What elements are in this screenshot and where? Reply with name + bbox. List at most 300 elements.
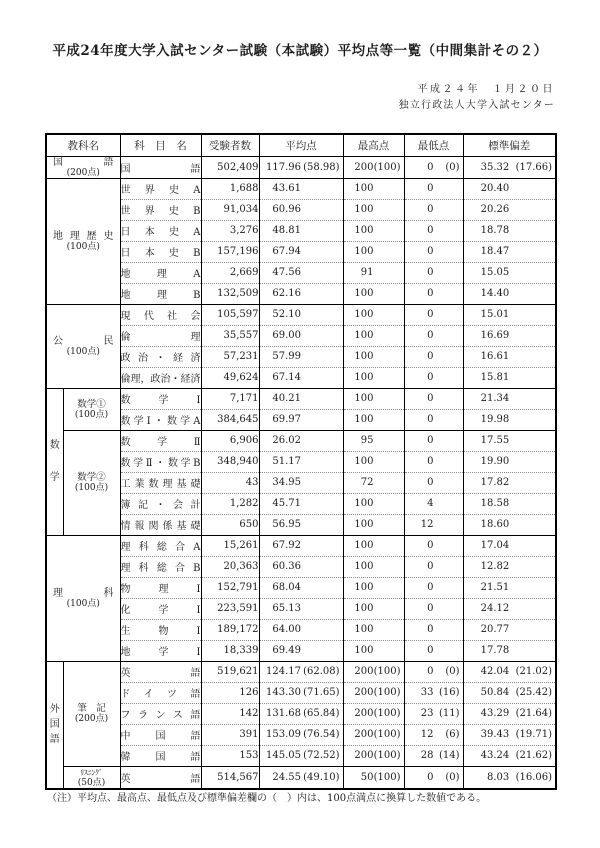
average-main: 48.81 [272,225,301,236]
stddev-pair [464,330,556,341]
max-score-pair [344,498,404,509]
subject-cell: 日本史A [120,220,201,241]
min-score-cell [404,577,463,598]
average-cell [259,388,343,409]
max-score-pair [344,309,404,320]
average-pair [260,351,343,362]
max-score-main: 100 [354,603,374,614]
average-main: 51.17 [272,456,301,467]
max-score-pair [344,204,404,215]
max-score-cell [343,661,404,682]
subject-cell: 政治・経済 [120,346,201,367]
min-score-cell [404,220,463,241]
average-main: 153.09 [266,729,301,740]
table-row [46,430,556,451]
stddev-pair [464,603,556,614]
stddev-paren: (21.02) [515,666,552,677]
average-pair [260,772,343,783]
table-row [46,262,556,283]
subject-cell: 現代社会 [120,304,201,325]
min-score-pair [405,309,463,320]
subject-subgroup-label: 数学① [77,398,106,410]
examinees-cell: 105,597 [201,304,259,325]
min-score-cell [404,325,463,346]
examinees-cell: 153 [201,745,259,766]
stddev-main: 16.69 [480,330,510,341]
max-score-main: 100 [354,225,374,236]
table-row [46,451,556,472]
min-score-main: 4 [427,498,434,509]
stddev-pair [464,372,556,383]
examinees-cell: 57,231 [201,346,259,367]
min-score-main: 0 [427,183,434,194]
min-score-main: 0 [427,435,434,446]
max-score-pair [344,183,404,194]
stddev-cell [463,724,556,745]
stddev-cell [463,514,556,535]
stddev-cell [463,493,556,514]
average-cell [259,325,343,346]
max-score-paren: (100) [373,771,401,783]
stddev-cell [463,199,556,220]
max-score-main: 200 [354,687,374,698]
stddev-cell [463,535,556,556]
stddev-pair [464,162,556,173]
average-pair [260,372,343,383]
score-table [45,133,557,790]
min-score-main: 0 [427,603,434,614]
examinees-cell: 157,196 [201,241,259,262]
min-score-pair [405,750,463,761]
stddev-main: 20.40 [480,183,510,194]
max-score-pair [344,624,404,635]
max-score-pair [344,708,404,719]
examinees-cell: 519,621 [201,661,259,682]
average-main: 67.14 [272,372,301,383]
stddev-pair [464,267,556,278]
examinees-cell: 1,688 [201,178,259,199]
table-row [46,514,556,535]
min-score-main: 0 [427,161,434,173]
min-score-pair [405,435,463,446]
min-score-cell [404,283,463,304]
min-score-pair [405,772,463,783]
subject-subgroup-points: (100点) [74,483,109,493]
average-paren: (49.10) [303,771,340,783]
stddev-pair [464,666,556,677]
average-main: 131.68 [266,708,301,719]
min-score-pair [405,351,463,362]
min-score-main: 0 [427,267,434,278]
average-main: 62.16 [272,288,301,299]
subject-group-cell [46,535,120,661]
max-score-main: 200 [354,708,374,719]
max-score-pair [344,267,404,278]
min-score-cell [404,514,463,535]
average-main: 47.56 [272,267,301,278]
min-score-pair [405,540,463,551]
stddev-main: 17.82 [480,477,510,488]
max-score-pair [344,246,404,257]
max-score-main: 100 [354,330,374,341]
stddev-pair [464,708,556,719]
max-score-paren: (100) [373,161,401,173]
max-score-cell [343,156,404,178]
stddev-cell [463,451,556,472]
max-score-cell [343,241,404,262]
subject-cell: 中国語 [120,724,201,745]
max-score-pair [344,477,404,488]
examinees-cell: 502,409 [201,156,259,178]
table-row [46,283,556,304]
max-score-main: 100 [354,288,374,299]
column-header-average: 平均点 [259,134,343,156]
max-score-pair [344,456,404,467]
min-score-cell [404,199,463,220]
max-score-main: 100 [354,351,374,362]
min-score-cell [404,703,463,724]
average-main: 57.99 [272,351,301,362]
min-score-pair [405,582,463,593]
table-body [46,156,556,789]
stddev-cell [463,241,556,262]
subject-cell: 倫理，政治・経済 [120,367,201,388]
examinees-cell: 20,363 [201,556,259,577]
max-score-cell [343,304,404,325]
table-row [46,472,556,493]
min-score-cell [404,409,463,430]
stddev-cell [463,598,556,619]
min-score-pair [405,225,463,236]
average-paren: (65.84) [303,708,340,719]
stddev-main: 19.90 [480,456,510,467]
average-pair [260,540,343,551]
max-score-main: 95 [360,435,374,446]
max-score-cell [343,577,404,598]
table-row [46,661,556,682]
max-score-cell [343,619,404,640]
average-pair [260,309,343,320]
document-meta [399,82,555,114]
stddev-pair [464,288,556,299]
min-score-cell [404,745,463,766]
examinees-cell: 650 [201,514,259,535]
min-score-pair [405,183,463,194]
max-score-paren: (100) [373,708,401,719]
column-header-subject: 科 目 名 [120,134,201,156]
examinees-cell: 15,261 [201,535,259,556]
stddev-cell [463,156,556,178]
min-score-main: 0 [427,330,434,341]
stddev-cell [463,619,556,640]
max-score-cell [343,493,404,514]
min-score-pair [405,204,463,215]
table-row [46,304,556,325]
subject-cell: 数学Ⅰ [120,388,201,409]
min-score-main: 0 [427,288,434,299]
max-score-pair [344,435,404,446]
table-row [46,493,556,514]
max-score-main: 100 [354,519,374,530]
average-cell [259,367,343,388]
min-score-cell [404,724,463,745]
average-main: 34.95 [272,477,301,488]
min-score-main: 0 [427,561,434,572]
stddev-main: 18.78 [480,225,510,236]
min-score-cell [404,556,463,577]
min-score-main: 12 [420,519,434,530]
min-score-main: 0 [427,225,434,236]
average-main: 67.92 [272,540,301,551]
stddev-cell [463,640,556,661]
stddev-main: 18.47 [480,246,510,257]
average-main: 143.30 [266,687,301,698]
subject-group-label: 地理歴史 [53,230,114,242]
max-score-cell [343,262,404,283]
average-pair [260,729,343,740]
stddev-main: 21.34 [480,393,510,404]
max-score-cell [343,178,404,199]
examinees-cell: 3,276 [201,220,259,241]
average-main: 145.05 [266,750,301,761]
subject-group-points: (200点) [66,167,100,178]
min-score-pair [405,288,463,299]
subject-cell: フランス語 [120,703,201,724]
stddev-pair [464,456,556,467]
stddev-pair [464,351,556,362]
average-cell [259,472,343,493]
stddev-main: 20.26 [480,204,510,215]
max-score-main: 72 [360,477,374,488]
max-score-pair [344,330,404,341]
column-header-min: 最低点 [404,134,463,156]
average-pair [260,708,343,719]
max-score-cell [343,367,404,388]
max-score-cell [343,535,404,556]
stddev-cell [463,325,556,346]
max-score-cell [343,409,404,430]
min-score-main: 0 [427,309,434,320]
stddev-pair [464,246,556,257]
stddev-pair [464,477,556,488]
column-header-subject-group: 教科名 [46,134,120,156]
average-main: 67.94 [272,246,301,257]
min-score-main: 0 [427,204,434,215]
examinees-cell: 132,509 [201,283,259,304]
average-cell [259,535,343,556]
max-score-pair [344,645,404,656]
max-score-main: 100 [354,624,374,635]
average-cell [259,556,343,577]
stddev-paren: (19.71) [515,729,552,740]
max-score-main: 100 [354,561,374,572]
min-score-main: 0 [427,414,434,425]
average-pair [260,393,343,404]
min-score-main: 0 [427,456,434,467]
examinees-cell: 126 [201,682,259,703]
stddev-main: 17.78 [480,645,510,656]
average-cell [259,745,343,766]
min-score-pair [405,414,463,425]
table-row [46,241,556,262]
min-score-cell [404,535,463,556]
average-main: 45.71 [272,498,301,509]
stddev-cell [463,703,556,724]
stddev-main: 8.03 [486,771,510,783]
min-score-cell [404,262,463,283]
table-row [46,766,556,789]
subject-group-cell [46,178,120,304]
stddev-cell [463,409,556,430]
stddev-main: 15.05 [480,267,510,278]
examinees-cell: 142 [201,703,259,724]
min-score-pair [405,645,463,656]
min-score-main: 0 [427,372,434,383]
stddev-main: 42.04 [480,666,510,677]
table-row [46,598,556,619]
min-score-main: 0 [427,477,434,488]
max-score-main: 100 [354,204,374,215]
stddev-main: 24.12 [480,603,510,614]
subject-cell: 地学Ⅰ [120,640,201,661]
average-main: 65.13 [272,603,301,614]
max-score-cell [343,682,404,703]
subject-subgroup-cell [63,388,120,430]
average-cell [259,346,343,367]
max-score-cell [343,766,404,789]
stddev-main: 17.55 [480,435,510,446]
table-row [46,346,556,367]
stddev-pair [464,729,556,740]
min-score-pair [405,267,463,278]
table-row [46,220,556,241]
average-cell [259,493,343,514]
stddev-main: 43.24 [480,750,510,761]
max-score-pair [344,772,404,783]
subject-subgroup-label: 数学② [77,472,106,483]
stddev-cell [463,220,556,241]
stddev-cell [463,766,556,789]
average-pair [260,435,343,446]
max-score-main: 100 [354,183,374,194]
max-score-pair [344,729,404,740]
max-score-main: 200 [354,729,374,740]
average-main: 24.55 [272,771,301,783]
min-score-pair [405,162,463,173]
average-pair [260,183,343,194]
average-pair [260,666,343,677]
average-cell [259,283,343,304]
average-paren: (62.08) [303,666,340,677]
subject-group-cell [46,304,120,388]
table-row [46,156,556,178]
max-score-pair [344,225,404,236]
stddev-cell [463,430,556,451]
min-score-cell [404,493,463,514]
min-score-main: 0 [427,624,434,635]
subject-subgroup-cell [63,430,120,535]
subject-subgroup-cell [63,766,120,789]
average-main: 56.95 [272,519,301,530]
min-score-pair [405,687,463,698]
min-score-cell [404,304,463,325]
stddev-cell [463,346,556,367]
min-score-cell [404,346,463,367]
max-score-pair [344,603,404,614]
stddev-pair [464,561,556,572]
max-score-pair [344,288,404,299]
average-pair [260,750,343,761]
stddev-main: 43.29 [480,708,510,719]
average-cell [259,724,343,745]
subject-group-label: 国語 [53,156,114,168]
table-row [46,619,556,640]
max-score-main: 100 [354,582,374,593]
min-score-cell [404,156,463,178]
stddev-pair [464,225,556,236]
stddev-pair [464,519,556,530]
stddev-main: 35.32 [480,161,510,173]
average-pair [260,582,343,593]
stddev-pair [464,645,556,656]
stddev-main: 21.51 [480,582,510,593]
stddev-cell [463,556,556,577]
min-score-paren: (0) [445,161,460,173]
table-row [46,325,556,346]
average-pair [260,645,343,656]
stddev-pair [464,540,556,551]
min-score-main: 0 [427,666,434,677]
max-score-pair [344,666,404,677]
max-score-main: 100 [354,645,374,656]
average-pair [260,288,343,299]
stddev-cell [463,388,556,409]
column-header-max: 最高点 [343,134,404,156]
average-pair [260,246,343,257]
min-score-main: 12 [420,729,434,740]
stddev-pair [464,750,556,761]
subject-cell: 数学Ⅰ・数学A [120,409,201,430]
max-score-cell [343,472,404,493]
average-main: 26.02 [272,435,301,446]
subject-group-points: (100点) [66,346,100,357]
subject-subgroup-label: 筆 記 [77,703,106,714]
max-score-main: 100 [354,414,374,425]
min-score-pair [405,477,463,488]
average-main: 69.00 [272,330,301,341]
max-score-main: 50 [360,771,374,783]
min-score-pair [405,624,463,635]
stddev-cell [463,304,556,325]
subject-group-points: (100点) [66,598,100,609]
stddev-cell [463,661,556,682]
max-score-cell [343,325,404,346]
max-score-main: 200 [354,666,374,677]
min-score-cell [404,430,463,451]
average-main: 124.17 [266,666,301,677]
examinees-cell: 91,034 [201,199,259,220]
max-score-main: 100 [354,309,374,320]
subject-cell: 工業数理基礎 [120,472,201,493]
subject-group-cell [46,661,63,789]
average-cell [259,262,343,283]
subject-group-label-char: 語 [49,734,60,745]
max-score-cell [343,283,404,304]
stddev-pair [464,183,556,194]
page-title: 平成24年度大学入試センター試験（本試験）平均点等一覧（中間集計その２） [52,43,548,59]
examinees-cell: 152,791 [201,577,259,598]
examinees-cell: 391 [201,724,259,745]
